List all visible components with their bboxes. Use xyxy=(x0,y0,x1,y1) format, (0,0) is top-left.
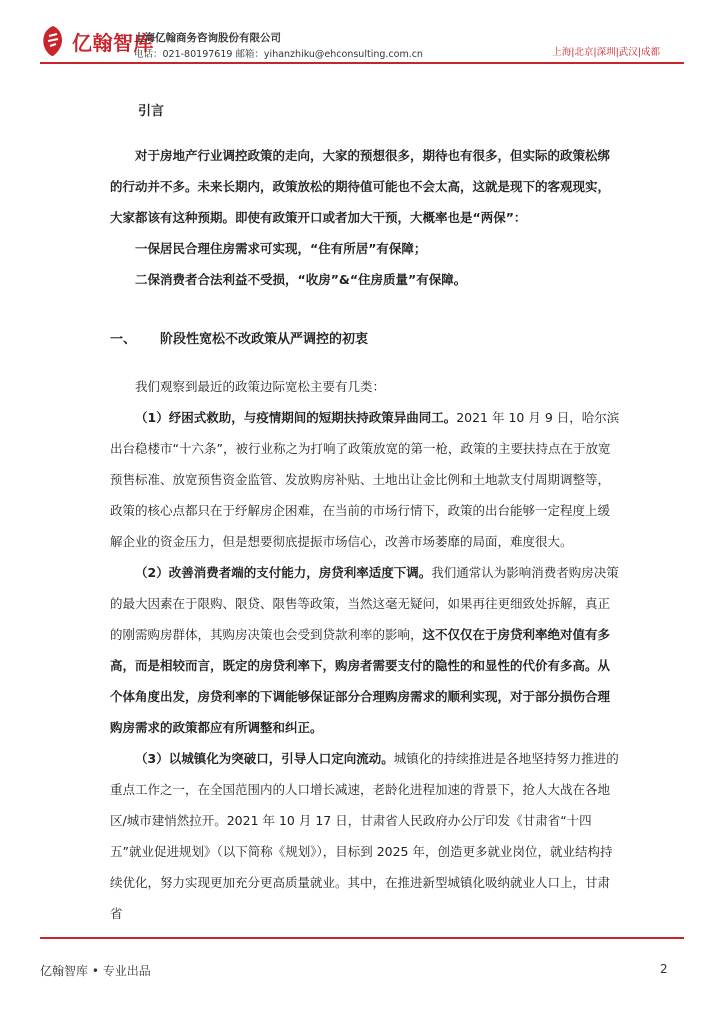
intro-heading: 引言 xyxy=(138,104,165,119)
item-1-heading: （1）纾困式救助，与疫情期间的短期扶持政策异曲同工。 xyxy=(135,410,457,425)
page-number: 2 xyxy=(660,962,668,976)
item-3-text: 城镇化的持续推进是各地坚持努力推进的重点工作之一，在全国范围内的人口增长减速，老龄化进程加速的背景下，抢人大战在各地区/城市建悄然拉开。2021 年 10 月 17 日，甘肃省人民政府办公厅印发《甘肃省“十四五”就业促进规划》（以下简称《规划》），目标到 2025 年，创造更多就业岗位，就业结构持续优化，努力实现更加充分更高质量就业。其中，在推进新型城镇化吸纳就业人口上，甘肃省 xyxy=(110,751,619,921)
section-lead: 我们观察到最近的政策边际宽松主要有几类： xyxy=(135,379,386,394)
item-3-heading: （3）以城镇化为突破口，引导人口定向流动。 xyxy=(135,751,394,766)
company-contact: 电话：021-80197619 邮箱：yihanzhiku@ehconsulting.com.cn xyxy=(134,49,423,60)
item-2-text: 我们通常认为影响消费者购房决策的最大因素在于限购、限贷、限售等政策，当然这毫无疑问，如果再往更细致处拆解，真正的刚需购房群体，其购房决策也会受到贷款利率的影响， xyxy=(110,565,619,642)
item-2-heading: （2）改善消费者端的支付能力，房贷利率适度下调。 xyxy=(135,565,432,580)
section-number: 一、 xyxy=(110,332,137,347)
intro-paragraph: 对于房地产行业调控政策的走向，大家的预想很多，期待也有很多，但实际的政策松绑的行动并不多。未来长期内，政策放松的期待值可能也不会太高，这就是现下的客观现实，大家都该有这种预期。即使有政策开口或者加大干预，大概率也是“两保”： xyxy=(110,148,611,225)
logo-icon xyxy=(40,24,66,58)
page-header xyxy=(0,0,724,72)
footer-brand: 亿翰智库 • 专业出品 xyxy=(40,964,151,978)
section-body xyxy=(110,371,620,929)
item-2-paragraph xyxy=(110,557,620,743)
item-1-paragraph xyxy=(110,402,620,557)
office-cities: 上海|北京|深圳|武汉|成都 xyxy=(552,47,660,58)
intro-point-2: 二保消费者合法利益不受损，“收房”&“住房质量”有保障。 xyxy=(135,272,467,287)
section-title: 阶段性宽松不改政策从严调控的初衷 xyxy=(160,332,369,347)
item-1-text: 2021 年 10 月 9 日，哈尔滨出台稳楼市“十六条”，被行业称之为打响了政策放宽的第一枪，政策的主要扶持点在于放宽预售标准、放宽预售资金监管、发放购房补贴、土地出让金比例和土地款支付周期调整等，政策的核心点都只在于纾解房企困难，在当前的市场行情下，政策的出台能够一定程度上缓解企业的资金压力，但是想要彻底提振市场信心，改善市场萎靡的局面，难度很大。 xyxy=(110,410,620,549)
item-2-emphasis: 这不仅仅在于房贷利率绝对值有多高，而是相较而言，既定的房贷利率下，购房者需要支付的隐性的和显性的代价有多高。从个体角度出发，房贷利率的下调能够保证部分合理购房需求的顺利实现，对于部分损伤合理购房需求的政策都应有所调整和纠正。 xyxy=(110,627,611,735)
header-divider xyxy=(40,62,684,64)
company-name: 上海亿翰商务咨询股份有限公司 xyxy=(134,32,281,44)
item-3-paragraph xyxy=(110,743,620,929)
intro-point-1: 一保居民合理住房需求可实现，“住有所居”有保障； xyxy=(135,241,427,256)
logo-text: 亿翰智库 xyxy=(72,30,154,55)
intro-body xyxy=(110,140,620,295)
footer-divider xyxy=(40,937,684,939)
